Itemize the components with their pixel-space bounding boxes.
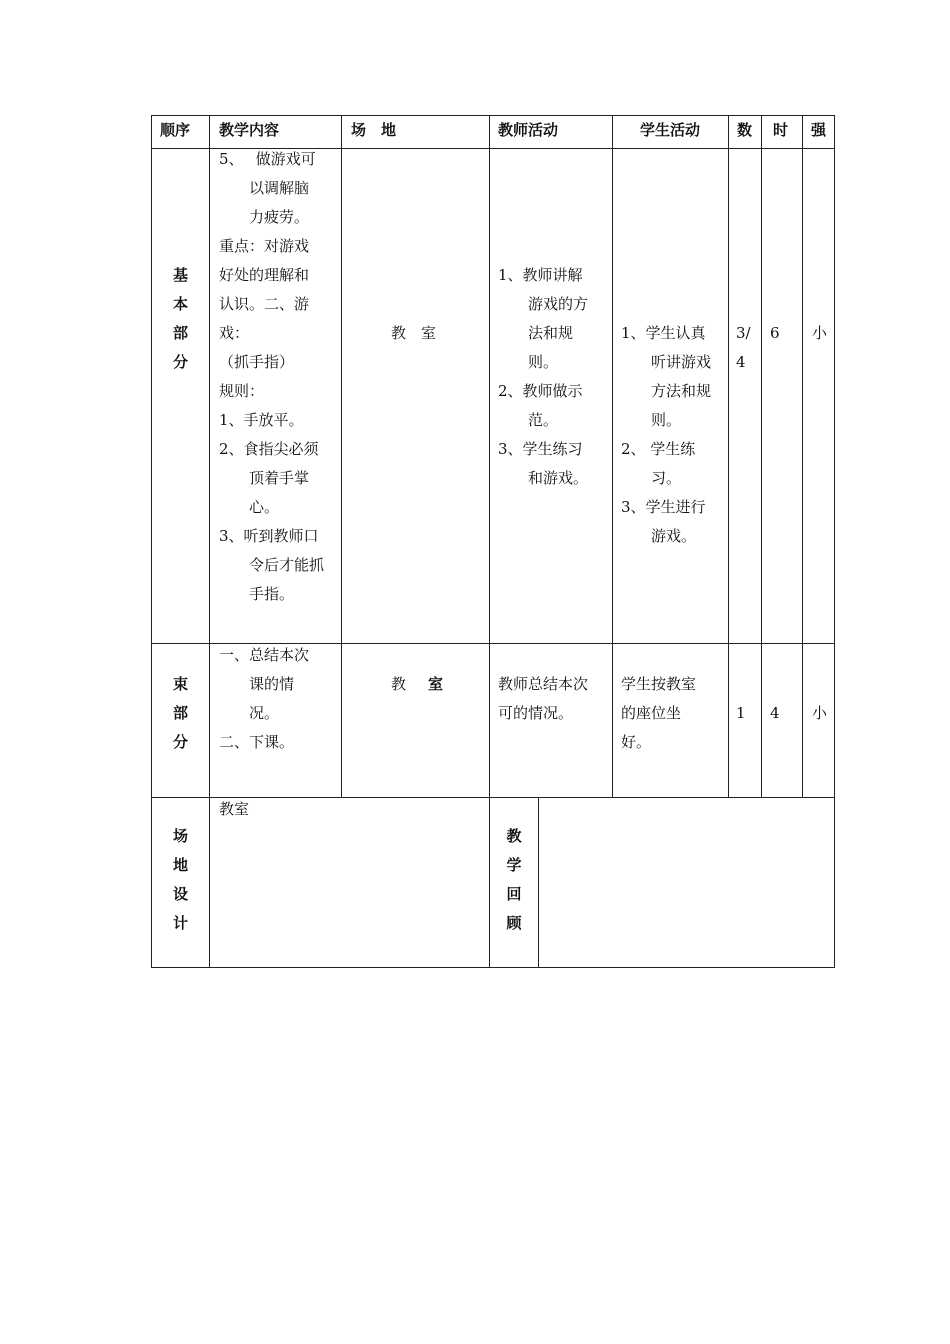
content-line: 戏： bbox=[219, 324, 250, 342]
design-label: 场 地 设 计 bbox=[172, 827, 188, 932]
teacher-line: 2、教师做示 bbox=[498, 382, 583, 400]
student-line: 游戏。 bbox=[621, 527, 697, 545]
teacher-line: 范。 bbox=[498, 411, 559, 429]
student-line: 2、 学生练 bbox=[621, 440, 696, 458]
ending-section-label: 束 部 分 bbox=[172, 675, 188, 751]
basic-venue: 教 室 bbox=[391, 324, 437, 342]
ending-intensity: 小 bbox=[812, 704, 828, 722]
basic-section-label: 基 本 部 分 bbox=[172, 266, 188, 371]
teacher-line: 法和规 bbox=[498, 324, 574, 342]
content-line: 二、下课。 bbox=[219, 733, 295, 751]
student-line: 好。 bbox=[621, 733, 652, 751]
count-line: 4 bbox=[736, 353, 746, 371]
student-line: 学生按教室 bbox=[621, 675, 697, 693]
content-line: 手指。 bbox=[219, 585, 295, 603]
content-line: 认识。二、游 bbox=[219, 295, 310, 313]
header-venue: 场 地 bbox=[351, 121, 397, 139]
review-content-area bbox=[539, 798, 834, 967]
header-count: 数 bbox=[737, 121, 753, 139]
ending-time: 4 bbox=[770, 704, 780, 722]
teacher-line: 和游戏。 bbox=[498, 469, 589, 487]
content-line: 以调解脑 bbox=[219, 179, 310, 197]
count-line: 3/ bbox=[736, 324, 751, 342]
basic-intensity: 小 bbox=[812, 324, 828, 342]
content-line: 力疲劳。 bbox=[219, 208, 310, 226]
table-border-bottom bbox=[151, 967, 835, 968]
content-line: 2、食指尖必须 bbox=[219, 440, 319, 458]
col-divider-5 bbox=[728, 115, 729, 798]
basic-count bbox=[736, 319, 751, 377]
col-divider-2 bbox=[341, 115, 342, 798]
header-student-activity: 学生活动 bbox=[640, 121, 701, 139]
teacher-line: 1、教师讲解 bbox=[498, 266, 583, 284]
content-line: 心。 bbox=[219, 498, 280, 516]
content-line: 顶着手掌 bbox=[219, 469, 310, 487]
content-line: 重点：对游戏 bbox=[219, 237, 310, 255]
header-intensity: 强 bbox=[811, 121, 827, 139]
student-line: 的座位坐 bbox=[621, 704, 682, 722]
ending-venue-char-2: 室 bbox=[428, 675, 444, 693]
header-teacher-activity: 教师活动 bbox=[498, 121, 559, 139]
teacher-line: 游戏的方 bbox=[498, 295, 589, 313]
content-line: 3、听到教师口 bbox=[219, 527, 319, 545]
col-divider-6 bbox=[761, 115, 762, 798]
basic-content bbox=[219, 145, 324, 609]
student-line: 则。 bbox=[621, 411, 682, 429]
content-line: 令后才能抓 bbox=[219, 556, 325, 574]
content-line: 5、 做游戏可 bbox=[219, 150, 316, 168]
col-divider-1 bbox=[209, 115, 210, 968]
header-time: 时 bbox=[773, 121, 789, 139]
col-divider-4 bbox=[612, 115, 613, 798]
student-line: 习。 bbox=[621, 469, 682, 487]
teacher-line: 教师总结本次 bbox=[498, 675, 589, 693]
ending-teacher-activity bbox=[498, 670, 588, 728]
content-line: 况。 bbox=[219, 704, 280, 722]
ending-student-activity bbox=[621, 670, 696, 757]
table-border-right bbox=[834, 115, 835, 968]
ending-venue bbox=[391, 670, 443, 699]
student-line: 听讲游戏 bbox=[621, 353, 712, 371]
teacher-line: 则。 bbox=[498, 353, 559, 371]
content-line: 一、总结本次 bbox=[219, 646, 310, 664]
teacher-line: 可的情况。 bbox=[498, 704, 574, 722]
student-line: 方法和规 bbox=[621, 382, 712, 400]
ending-content bbox=[219, 641, 309, 757]
basic-teacher-activity bbox=[498, 261, 588, 493]
basic-time: 6 bbox=[770, 324, 780, 342]
review-label: 教 学 回 顾 bbox=[506, 827, 522, 932]
teacher-line: 3、学生练习 bbox=[498, 440, 583, 458]
content-line: 好处的理解和 bbox=[219, 266, 310, 284]
header-order: 顺序 bbox=[160, 121, 191, 139]
header-content: 教学内容 bbox=[219, 121, 280, 139]
col-divider-7 bbox=[802, 115, 803, 798]
content-line: （抓手指） bbox=[219, 353, 295, 371]
student-line: 3、学生进行 bbox=[621, 498, 706, 516]
design-content: 教室 bbox=[219, 800, 250, 818]
content-line: 1、手放平。 bbox=[219, 411, 304, 429]
content-line: 规则： bbox=[219, 382, 265, 400]
content-line: 课的情 bbox=[219, 675, 295, 693]
student-line: 1、学生认真 bbox=[621, 324, 706, 342]
ending-count: 1 bbox=[736, 704, 746, 722]
ending-venue-char-1: 教 bbox=[391, 675, 407, 693]
basic-student-activity bbox=[621, 319, 711, 551]
